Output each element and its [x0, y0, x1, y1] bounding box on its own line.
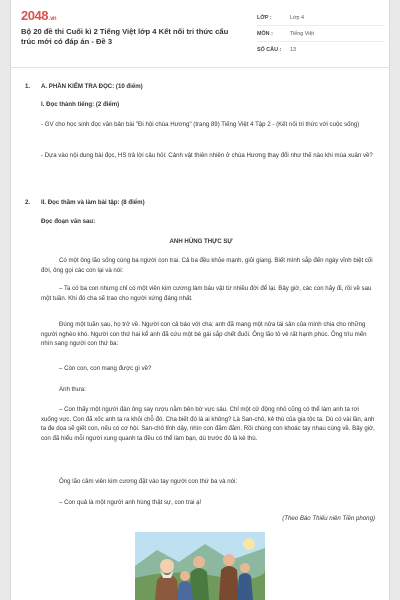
story-paragraph: Có một ông lão sống cùng ba người con trai. Cả ba đều khỏe mạnh, giỏi giang. Biết mình sắp đến ngày vĩnh biệt cõi đời, ông gọi các con lại và nói:: [41, 257, 373, 274]
meta-value: Lớp 4: [290, 14, 305, 21]
meta-value: 13: [290, 47, 296, 53]
logo-main: 2048: [21, 8, 48, 23]
story-paragraph: Anh thưa:: [59, 386, 86, 393]
story-paragraph: – Ta có ba con nhưng chỉ có một viên kim cương làm báu vật từ nhiều đời để lại. Bây giờ, các con hãy đi, rồi về sau một tuần. Khi đó cha sẽ trao cho người xứng đáng nhất.: [41, 285, 372, 302]
read-passage-label: Đọc đoạn văn sau:: [41, 218, 96, 225]
paragraph: - GV cho học sinh đọc văn bản bài "Đi hội chùa Hương" (trang 89) Tiếng Việt 4 Tập 2 - (Kết nối tri thức với cuộc sống): [41, 121, 360, 128]
story-paragraph: Ông lão cầm viên kim cương đặt vào tay người con thứ ba và nói:: [59, 478, 238, 485]
story-title: ANH HÙNG THỰC SỰ: [169, 238, 233, 245]
section-a-title: [25, 82, 143, 92]
meta-value: Tiếng Việt: [290, 30, 314, 37]
document-header: [11, 0, 389, 68]
reading-aloud-title: I. Đọc thành tiếng: (2 điểm): [41, 101, 120, 108]
meta-key: SỐ CÂU :: [257, 47, 282, 53]
section-title-text: II. Đọc thầm và làm bài tập: (8 điểm): [41, 199, 145, 206]
story-paragraph: – Con thấy một người đàn ông say rượu nằm bên bờ vực sâu. Chỉ một cử động nhỏ cũng có thể làm anh ta rơi xuống vực. Con đã xốc anh ta ra khỏi chỗ đó. Cha biết đó là ai không? Là San-chô, kẻ thù của gia tộc ta. Dù có vài lần, anh ta đe dọa sẽ giết con, nếu có cơ hội. San-chô tỉnh dậy, nhìn con đăm đăm. Rồi chúng con khoác tay nhau cùng về. Bây giờ, con đã hiểu mỗi người xung quanh ta đều có thể làm bạn, dù trước đó là kẻ thù.: [41, 406, 375, 442]
story-paragraph: – Còn con, con mang được gì về?: [59, 365, 152, 372]
site-logo[interactable]: [21, 8, 56, 23]
section-b-title: [25, 198, 145, 208]
section-title-text: A. PHẦN KIỂM TRA ĐỌC: (10 điểm): [41, 83, 143, 90]
paragraph: - Dựa vào nội dung bài đọc, HS trả lời câu hỏi: Cảnh vật thiên nhiên ở chùa Hương thay đổi như thế nào khi mùa xuân về?: [41, 152, 373, 159]
meta-key: LỚP :: [257, 14, 272, 21]
logo-suffix: .vn: [48, 16, 57, 22]
meta-key: MÔN :: [257, 30, 273, 37]
meta-row-count: [257, 42, 385, 58]
story-paragraph: Đúng một tuần sau, họ trở về. Người con cả báo với cha: anh đã mang một nửa tài sản của mình chia cho những người nghèo khó. Người con thứ hai kể anh đã cứu một bé gái sắp chết đuối. Ông lão tỏ vẻ rất hạnh phúc. Ông trìu mến nhìn sang người con thứ ba:: [41, 321, 367, 348]
meta-table: [257, 10, 385, 58]
story-illustration-icon: [135, 532, 265, 600]
document-title: Bộ 20 đề thi Cuối kì 2 Tiếng Việt lớp 4 Kết nối tri thức cấu trúc mới có đáp án - Đề 3: [21, 27, 229, 46]
section-number: 2.: [25, 199, 31, 206]
section-number: 1.: [25, 83, 31, 90]
document-page: [10, 0, 390, 600]
story-paragraph: – Con quả là một người anh hùng thật sự, con trai ạ!: [59, 499, 202, 506]
meta-row-class: [257, 10, 385, 26]
meta-row-subject: [257, 26, 385, 42]
story-source: (Theo Báo Thiếu niên Tiền phong): [282, 515, 375, 522]
